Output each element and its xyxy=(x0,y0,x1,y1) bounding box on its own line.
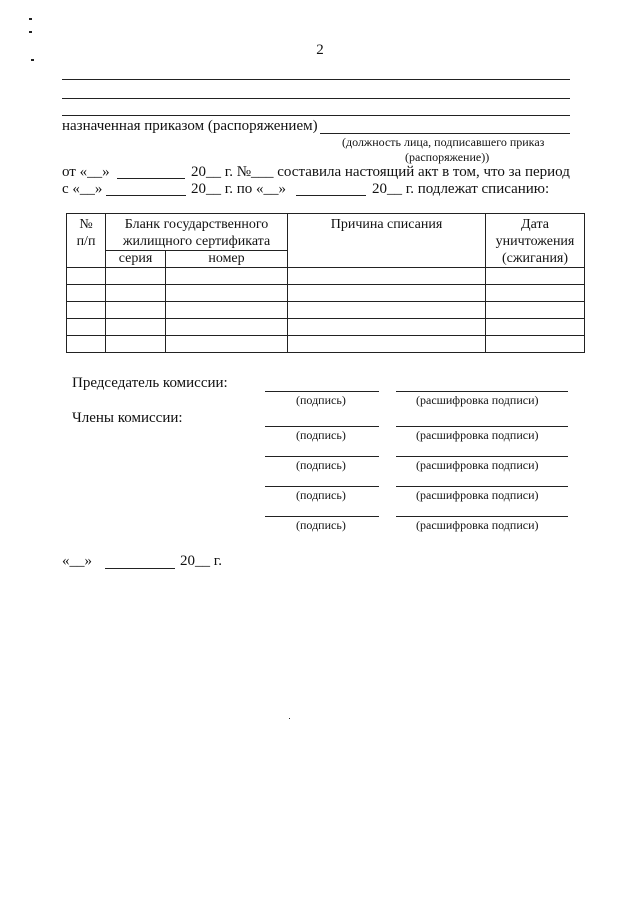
act-line2-start: с «__» xyxy=(62,181,103,197)
blank-line xyxy=(62,98,570,99)
header-number-sub-cell: номер xyxy=(166,251,288,268)
decode-line xyxy=(396,456,568,457)
decode-caption: (расшифровка подписи) xyxy=(416,428,539,442)
header-date-line1: Дата xyxy=(521,217,549,232)
table-cell xyxy=(288,302,486,319)
table-cell xyxy=(67,336,106,353)
signature-line xyxy=(265,486,379,487)
footer-date-year: 20__ г. xyxy=(180,553,222,569)
scan-mark xyxy=(29,31,32,33)
decode-caption: (расшифровка подписи) xyxy=(416,458,539,472)
table-cell xyxy=(67,302,106,319)
act-line1-rest: 20__ г. №___ составила настоящий акт в том, что за период xyxy=(191,164,570,180)
decode-line xyxy=(396,486,568,487)
chairman-label: Председатель комиссии: xyxy=(72,375,228,391)
header-blank-line1: Бланк государственного xyxy=(124,217,269,232)
header-blank-cell xyxy=(106,214,288,251)
act-line2-end: 20__ г. подлежат списанию: xyxy=(372,181,550,197)
table-cell xyxy=(486,336,585,353)
header-number-line1: № xyxy=(79,217,93,232)
footer-date-start: «__» xyxy=(62,553,92,569)
signature-line xyxy=(265,426,379,427)
appointed-by-order-text: назначенная приказом (распоряжением) xyxy=(62,118,318,134)
table-cell xyxy=(166,336,288,353)
date-blank-line xyxy=(296,195,366,196)
table-cell xyxy=(67,285,106,302)
table-cell xyxy=(166,285,288,302)
blank-line xyxy=(62,115,570,116)
position-caption-line1: (должность лица, подписавшего приказ xyxy=(342,135,545,149)
header-blank-line2: жилищного сертификата xyxy=(122,234,271,249)
table-cell xyxy=(106,285,166,302)
header-date-line3: (сжигания) xyxy=(501,251,569,266)
table-cell xyxy=(106,302,166,319)
table-cell xyxy=(288,319,486,336)
decode-caption: (расшифровка подписи) xyxy=(416,488,539,502)
signature-line xyxy=(265,391,379,392)
signature-caption: (подпись) xyxy=(296,488,346,502)
table-header-row xyxy=(67,214,585,251)
page-number: 2 xyxy=(316,42,324,58)
table-cell xyxy=(67,268,106,285)
header-date-cell xyxy=(486,214,585,268)
table-row xyxy=(67,285,585,302)
table-cell xyxy=(486,302,585,319)
table-cell xyxy=(166,302,288,319)
scan-speck xyxy=(289,718,290,719)
signature-line xyxy=(265,516,379,517)
header-number-cell xyxy=(67,214,106,268)
table-cell xyxy=(106,268,166,285)
table-cell xyxy=(106,336,166,353)
header-date-line2: уничтожения xyxy=(495,234,575,249)
header-series-cell: серия xyxy=(106,251,166,268)
decode-line xyxy=(396,391,568,392)
table-cell xyxy=(288,285,486,302)
table-cell xyxy=(288,268,486,285)
decode-line xyxy=(396,426,568,427)
table-row xyxy=(67,268,585,285)
write-off-table xyxy=(66,213,585,353)
blank-line xyxy=(62,79,570,80)
table-cell xyxy=(166,268,288,285)
table-row xyxy=(67,302,585,319)
signature-caption: (подпись) xyxy=(296,518,346,532)
table-row xyxy=(67,336,585,353)
date-blank-line xyxy=(105,568,175,569)
table-cell xyxy=(486,319,585,336)
date-blank-line xyxy=(106,195,186,196)
act-line1-start: от «__» xyxy=(62,164,110,180)
date-blank-line xyxy=(117,178,185,179)
decode-caption: (расшифровка подписи) xyxy=(416,393,539,407)
table-cell xyxy=(166,319,288,336)
header-number-line2: п/п xyxy=(76,234,96,249)
table-cell xyxy=(288,336,486,353)
table-cell xyxy=(106,319,166,336)
table-cell xyxy=(67,319,106,336)
position-caption-line2: (распоряжение)) xyxy=(405,150,490,164)
signature-caption: (подпись) xyxy=(296,428,346,442)
header-reason-cell: Причина списания xyxy=(288,214,486,268)
table-row xyxy=(67,319,585,336)
scan-mark xyxy=(29,18,32,20)
signature-line xyxy=(265,456,379,457)
act-line2-middle: 20__ г. по «__» xyxy=(191,181,286,197)
decode-line xyxy=(396,516,568,517)
signature-caption: (подпись) xyxy=(296,393,346,407)
table-cell xyxy=(486,285,585,302)
position-blank-line xyxy=(320,133,570,134)
table-cell xyxy=(486,268,585,285)
scan-mark xyxy=(31,59,34,61)
decode-caption: (расшифровка подписи) xyxy=(416,518,539,532)
members-label: Члены комиссии: xyxy=(72,410,183,426)
signature-caption: (подпись) xyxy=(296,458,346,472)
